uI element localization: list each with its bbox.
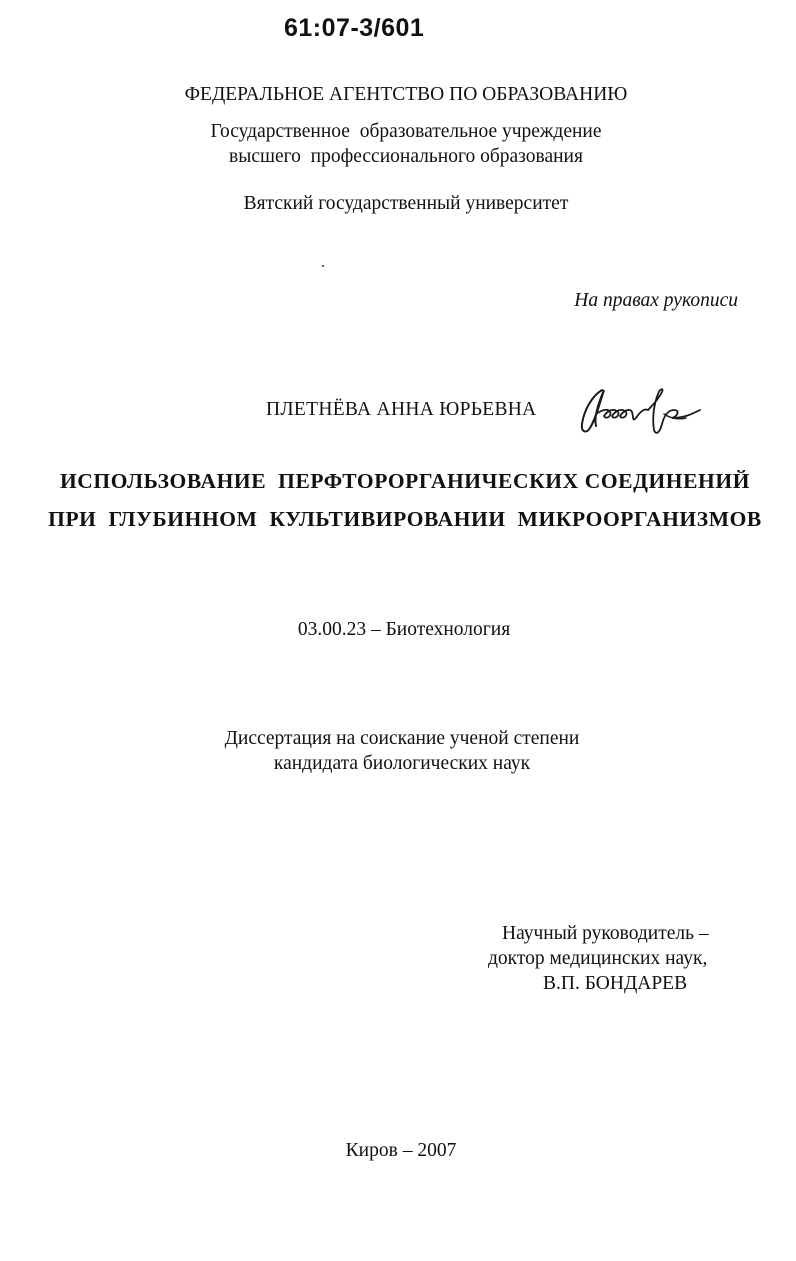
scan-dot [322, 265, 324, 267]
university-name: Вятский государственный университет [243, 193, 569, 214]
catalog-number: 61:07-3/601 [284, 14, 425, 42]
institution-line-1: Государственное образовательное учреждение [210, 121, 602, 142]
author-name: ПЛЕТНЁВА АННА ЮРЬЕВНА [266, 399, 537, 420]
supervisor-block [488, 921, 709, 996]
signature-icon [574, 380, 706, 440]
degree-line-1: Диссертация на соискание ученой степени [224, 728, 580, 749]
supervisor-degree: доктор медицинских наук, [488, 948, 708, 969]
title-line-1: ИСПОЛЬЗОВАНИЕ ПЕРФТОРОРГАНИЧЕСКИХ СОЕДИНЕНИЙ [59, 469, 751, 493]
title-line-2: ПРИ ГЛУБИННОМ КУЛЬТИВИРОВАНИИ МИКРООРГАНИЗМОВ [48, 507, 762, 531]
degree-line-2: кандидата биологических наук [273, 753, 531, 774]
institution-line-2: высшего профессионального образования [229, 146, 583, 167]
agency-name: ФЕДЕРАЛЬНОЕ АГЕНТСТВО ПО ОБРАЗОВАНИЮ [184, 84, 628, 105]
supervisor-name: В.П. БОНДАРЕВ [543, 973, 688, 994]
manuscript-rights-note: На правах рукописи [574, 290, 738, 311]
specialty-code: 03.00.23 – Биотехнология [297, 619, 511, 640]
supervisor-role: Научный руководитель – [502, 923, 709, 944]
city-year: Киров – 2007 [345, 1140, 457, 1161]
